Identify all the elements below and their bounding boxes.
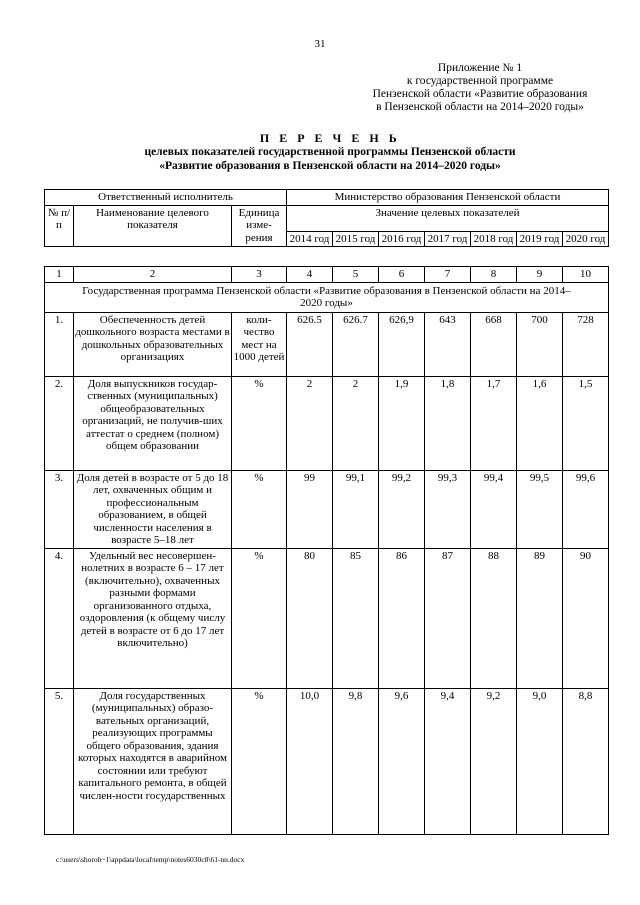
table-row xyxy=(45,376,609,470)
appendix-line: в Пензенской области на 2014–2020 годы» xyxy=(376,101,584,113)
row-value: 99,6 xyxy=(563,470,609,548)
header-num: № п/п xyxy=(45,205,74,247)
indicators-table xyxy=(44,266,609,835)
row-unit: коли-чество мест на 1000 детей xyxy=(232,312,287,376)
row-value: 86 xyxy=(379,548,425,688)
column-number: 1 xyxy=(45,267,74,283)
row-value: 9,8 xyxy=(333,688,379,834)
column-number: 8 xyxy=(471,267,517,283)
title-line: П Е Р Е Ч Е Н Ь xyxy=(259,131,401,145)
row-value: 87 xyxy=(425,548,471,688)
row-value: 9,2 xyxy=(471,688,517,834)
row-value: 2 xyxy=(333,376,379,470)
document-title xyxy=(60,131,600,173)
column-number: 6 xyxy=(379,267,425,283)
row-name: Доля детей в возрасте от 5 до 18 лет, охваченных общим и профессиональным образованием, в общей численности населения в возрасте 5–18 лет xyxy=(74,470,232,548)
appendix-line: к государственной программе xyxy=(406,75,554,87)
row-num: 1. xyxy=(45,312,74,376)
row-name: Обеспеченность детей дошкольного возраста местами в дошкольных образовательных организациях xyxy=(74,312,232,376)
program-title-row xyxy=(45,282,609,312)
page-number: 31 xyxy=(314,38,326,50)
header-year: 2014 год xyxy=(287,231,333,247)
row-value: 88 xyxy=(471,548,517,688)
header-year: 2016 год xyxy=(379,231,425,247)
row-value: 626,9 xyxy=(379,312,425,376)
row-unit: % xyxy=(232,470,287,548)
table-row xyxy=(45,688,609,834)
header-unit: Единица изме-рения xyxy=(232,205,287,247)
row-value: 99 xyxy=(287,470,333,548)
column-number: 5 xyxy=(333,267,379,283)
table-row xyxy=(45,548,609,688)
row-unit: % xyxy=(232,376,287,470)
row-num: 3. xyxy=(45,470,74,548)
header-year: 2017 год xyxy=(425,231,471,247)
header-table xyxy=(44,189,609,247)
row-value: 2 xyxy=(287,376,333,470)
column-number: 7 xyxy=(425,267,471,283)
row-value: 99,2 xyxy=(379,470,425,548)
table-row xyxy=(45,312,609,376)
header-year: 2020 год xyxy=(563,231,609,247)
row-value: 99,3 xyxy=(425,470,471,548)
appendix-line: Пензенской области «Развитие образования xyxy=(372,88,588,100)
row-value: 99,4 xyxy=(471,470,517,548)
row-value: 99,1 xyxy=(333,470,379,548)
row-value: 643 xyxy=(425,312,471,376)
appendix-line: Приложение № 1 xyxy=(437,62,523,74)
column-number: 2 xyxy=(74,267,232,283)
row-value: 728 xyxy=(563,312,609,376)
row-value: 8,8 xyxy=(563,688,609,834)
row-num: 4. xyxy=(45,548,74,688)
responsible-label: Ответственный исполнитель xyxy=(45,190,287,206)
row-unit: % xyxy=(232,548,287,688)
appendix-note xyxy=(330,62,630,114)
header-year: 2019 год xyxy=(517,231,563,247)
row-unit: % xyxy=(232,688,287,834)
row-num: 5. xyxy=(45,688,74,834)
row-value: 668 xyxy=(471,312,517,376)
title-line: «Развитие образования в Пензенской области на 2014–2020 годы» xyxy=(159,160,501,172)
row-value: 9,6 xyxy=(379,688,425,834)
column-number: 3 xyxy=(232,267,287,283)
column-number: 9 xyxy=(517,267,563,283)
title-line: целевых показателей государственной программы Пензенской области xyxy=(144,146,516,158)
file-path: c:\users\shoroh~1\appdata\local\temp\notes6030c8\61-nn.docx xyxy=(56,855,245,864)
row-value: 1,7 xyxy=(471,376,517,470)
column-number-row xyxy=(45,267,609,283)
row-value: 89 xyxy=(517,548,563,688)
row-value: 80 xyxy=(287,548,333,688)
responsible-value: Министерство образования Пензенской области xyxy=(287,190,609,206)
row-value: 626.7 xyxy=(333,312,379,376)
row-value: 1,6 xyxy=(517,376,563,470)
row-name: Доля выпускников государ-ственных (муниципальных) общеобразовательных организаций, не получив-ших аттестат о среднем (полном) общем образовании xyxy=(74,376,232,470)
row-value: 90 xyxy=(563,548,609,688)
row-value: 9,4 xyxy=(425,688,471,834)
row-name: Удельный вес несовершен-нолетних в возрасте 6 – 17 лет (включительно), охваченных разными формами организованного отдыха, оздоровления (к общему числу детей в возрасте от 6 до 17 лет включительно) xyxy=(74,548,232,688)
row-num: 2. xyxy=(45,376,74,470)
row-value: 85 xyxy=(333,548,379,688)
column-number: 4 xyxy=(287,267,333,283)
row-value: 1,5 xyxy=(563,376,609,470)
header-year: 2015 год xyxy=(333,231,379,247)
row-value: 9,0 xyxy=(517,688,563,834)
column-number: 10 xyxy=(563,267,609,283)
header-name: Наименование целевого показателя xyxy=(74,205,232,247)
table-row xyxy=(45,470,609,548)
header-year: 2018 год xyxy=(471,231,517,247)
row-name: Доля государственных (муниципальных) образо-вательных организаций, реализующих программы общего образования, здания которых находятся в аварийном состоянии или требуют капитального ремонта, в общей числен-ности государственных xyxy=(74,688,232,834)
row-value: 700 xyxy=(517,312,563,376)
row-value: 10,0 xyxy=(287,688,333,834)
header-values: Значение целевых показателей xyxy=(287,205,609,231)
program-title: Государственная программа Пензенской области «Развитие образования в Пензенской области на 2014–2020 годы» xyxy=(45,282,609,312)
row-value: 626.5 xyxy=(287,312,333,376)
row-value: 1,9 xyxy=(379,376,425,470)
row-value: 1,8 xyxy=(425,376,471,470)
row-value: 99,5 xyxy=(517,470,563,548)
